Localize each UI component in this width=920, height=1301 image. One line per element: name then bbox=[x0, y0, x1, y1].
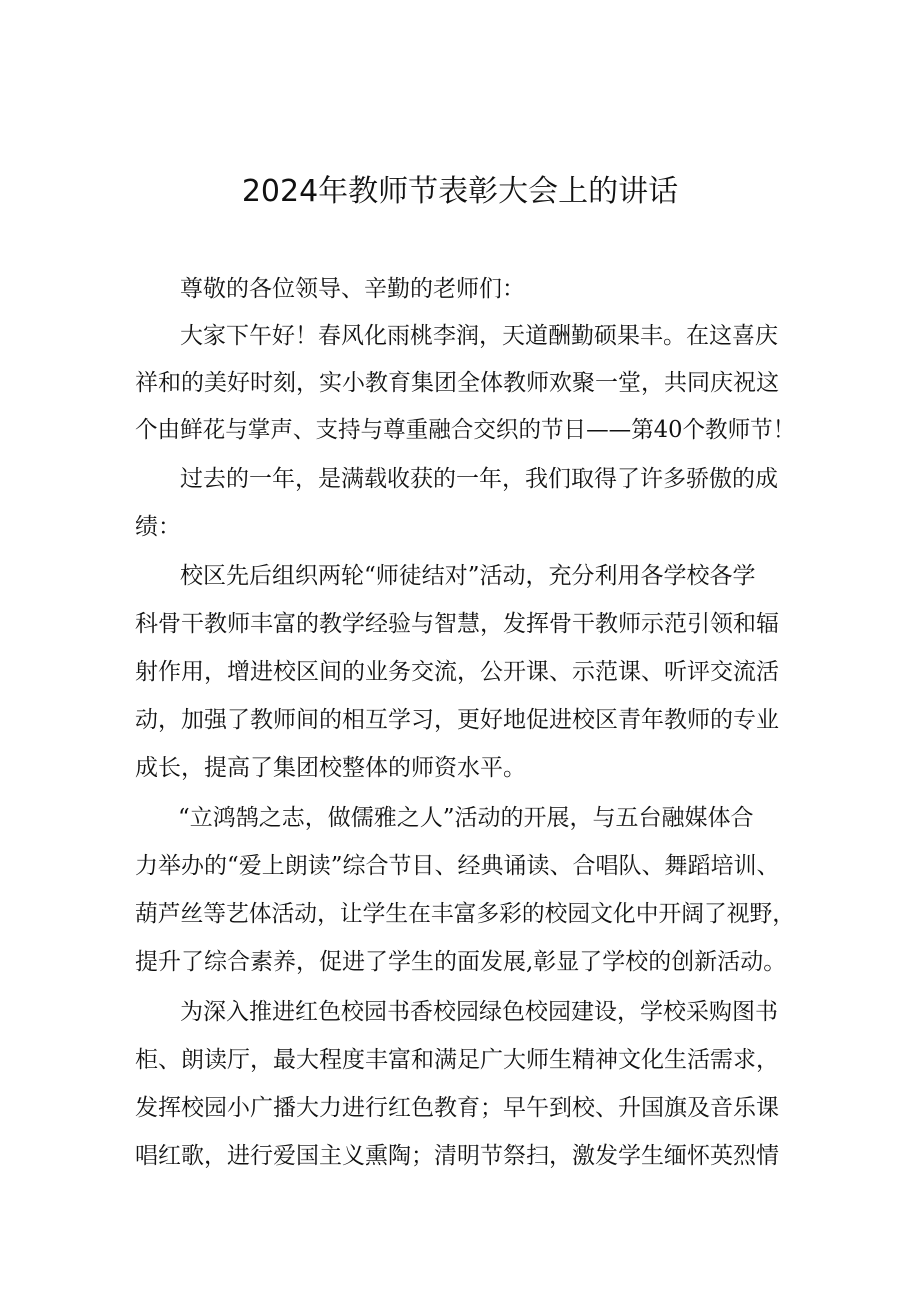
paragraph-line: 大家下午好！春风化雨桃李润，天道酬勤硕果丰。在这喜庆 bbox=[180, 323, 778, 349]
paragraph-line: 发挥校园小广播大力进行红色教育；早午到校、升国旗及音乐课 bbox=[135, 1095, 779, 1121]
paragraph-line: 科骨干教师丰富的教学经验与智慧，发挥骨干教师示范引领和辐 bbox=[135, 611, 779, 637]
salutation-line: 尊敬的各位领导、辛勤的老师们： bbox=[180, 276, 525, 302]
paragraph-line: 力举办的“爱上朗读”综合节目、经典诵读、合唱队、舞蹈培训、 bbox=[135, 853, 780, 879]
paragraph-line: 柜、朗读厅，最大程度丰富和满足广大师生精神文化生活需求， bbox=[135, 1047, 779, 1073]
paragraph-line: 为深入推进红色校园书香校园绿色校园建设，学校采购图书 bbox=[180, 999, 778, 1025]
paragraph-line: 动，加强了教师间的相互学习，更好地促进校区青年教师的专业 bbox=[135, 707, 779, 733]
paragraph-line: 射作用，增进校区间的业务交流，公开课、示范课、听评交流活 bbox=[135, 659, 779, 685]
paragraph-line: 唱红歌，进行爱国主义熏陶；清明节祭扫，激发学生缅怀英烈情 bbox=[135, 1143, 779, 1169]
paragraph-line: 绩： bbox=[135, 514, 181, 540]
paragraph-line: 提升了综合素养，促进了学生的面发展,彰显了学校的创新活动。 bbox=[135, 949, 787, 975]
paragraph-line: 个由鲜花与掌声、支持与尊重融合交织的节日——第40个教师节！ bbox=[135, 417, 796, 443]
paragraph-line: 校区先后组织两轮“师徒结对”活动，充分利用各学校各学 bbox=[180, 563, 756, 589]
paragraph-line: “立鸿鹄之志，做儒雅之人”活动的开展，与五台融媒体合 bbox=[178, 805, 754, 831]
paragraph-line: 祥和的美好时刻，实小教育集团全体教师欢聚一堂，共同庆祝这 bbox=[135, 370, 779, 396]
document-title: 2024年教师节表彰大会上的讲话 bbox=[241, 174, 679, 209]
paragraph-line: 葫芦丝等艺体活动，让学生在丰富多彩的校园文化中开阔了视野， bbox=[135, 901, 795, 927]
paragraph-line: 过去的一年，是满载收获的一年，我们取得了许多骄傲的成 bbox=[180, 466, 778, 492]
paragraph-line: 成长，提高了集团校整体的师资水平。 bbox=[135, 755, 526, 781]
